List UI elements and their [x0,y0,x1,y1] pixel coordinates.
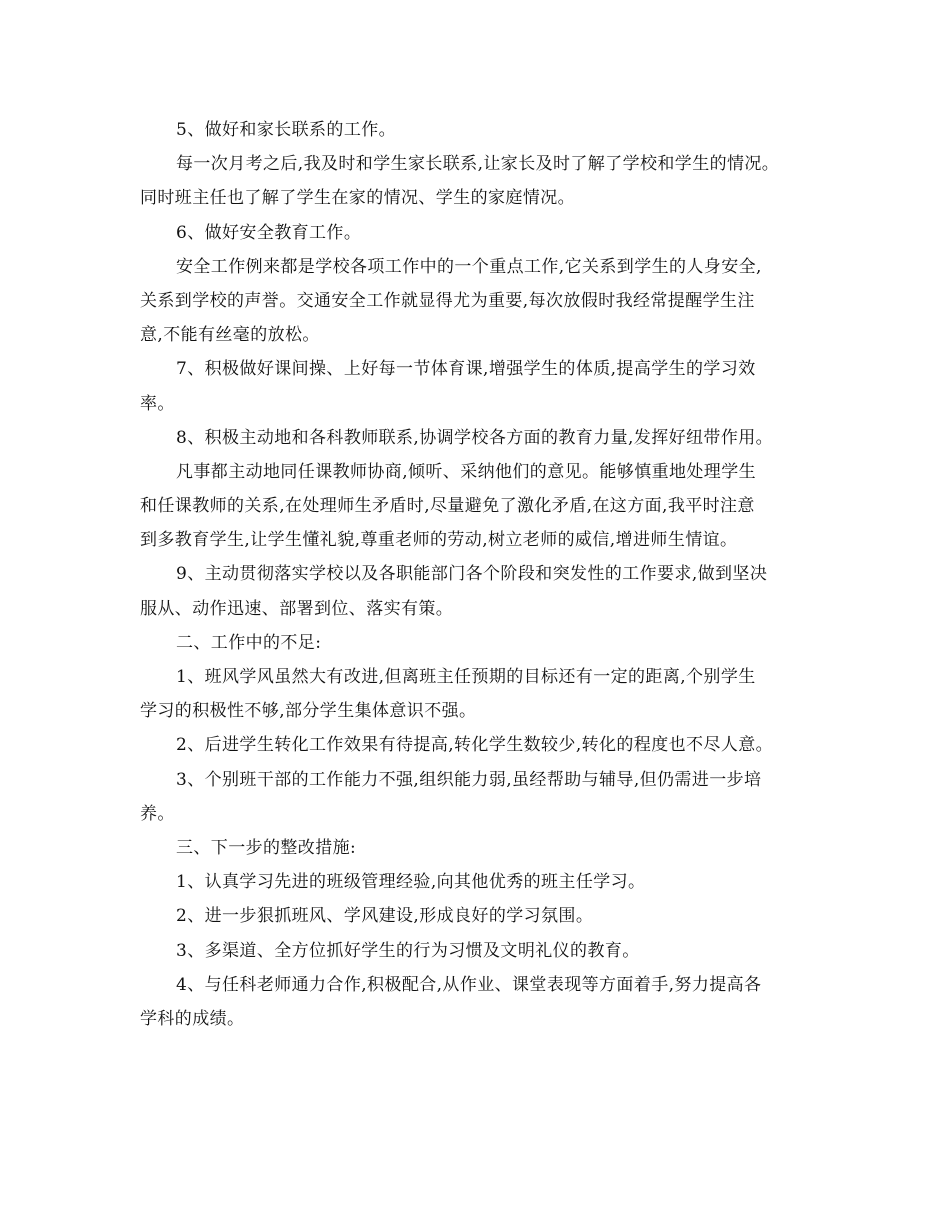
text-line: 1、认真学习先进的班级管理经验,向其他优秀的班主任学习。 [176,872,646,893]
text-line: 学习的积极性不够,部分学生集体意识不强。 [140,701,477,722]
text-line: 1、班风学风虽然大有改进,但离班主任预期的目标还有一定的距离,个别学生 [176,667,756,687]
text-line: 意,不能有丝毫的放松。 [140,325,320,346]
text-line: 2、进一步狠抓班风、学风建设,形成良好的学习氛围。 [176,906,594,927]
text-line: 4、与任科老师通力合作,积极配合,从作业、课堂表现等方面着手,努力提高各 [176,974,762,995]
text-line: 3、个别班干部的工作能力不强,组织能力弱,虽经帮助与辅导,但仍需进一步培 [176,769,762,790]
text-line: 8、积极主动地和各科教师联系,协调学校各方面的教育力量,发挥好纽带作用。 [176,427,774,448]
text-line: 每一次月考之后,我及时和学生家长联系,让家长及时了解了学校和学生的情况。 [176,154,780,175]
text-line: 3、多渠道、全方位抓好学生的行为习惯及文明礼仪的教育。 [176,940,640,961]
text-line: 同时班主任也了解了学生在家的情况、学生的家庭情况。 [140,188,575,209]
text-line: 和任课教师的关系,在处理师生矛盾时,尽量避免了激化矛盾,在这方面,我平时注意 [140,496,755,517]
text-line: 服从、动作迅速、部署到位、落实有策。 [140,598,454,619]
text-line: 安全工作例来都是学校各项工作中的一个重点工作,它关系到学生的人身安全, [176,256,762,277]
text-line: 2、后进学生转化工作效果有待提高,转化学生数较少,转化的程度也不尽人意。 [176,735,774,756]
text-line: 7、积极做好课间操、上好每一节体育课,增强学生的体质,提高学生的学习效 [176,359,756,380]
text-line: 9、主动贯彻落实学校以及各职能部门各个阶段和突发性的工作要求,做到坚决 [176,564,768,585]
text-line: 率。 [140,393,175,414]
section-heading: 二、工作中的不足: [176,632,322,653]
text-line: 6、做好安全教育工作。 [176,222,362,243]
text-line: 关系到学校的声誉。交通安全工作就显得尤为重要,每次放假时我经常提醒学生注 [140,290,755,311]
section-heading: 三、下一步的整改措施: [176,837,357,858]
text-line: 学科的成绩。 [140,1008,245,1029]
text-line: 到多教育学生,让学生懂礼貌,尊重老师的劳动,树立老师的威信,增进师生情谊。 [140,530,738,551]
text-line: 养。 [140,803,175,824]
document-body [140,113,812,1036]
text-line: 5、做好和家长联系的工作。 [176,120,397,140]
text-line: 凡事都主动地同任课教师协商,倾听、采纳他们的意见。能够慎重地处理学生 [176,461,757,482]
